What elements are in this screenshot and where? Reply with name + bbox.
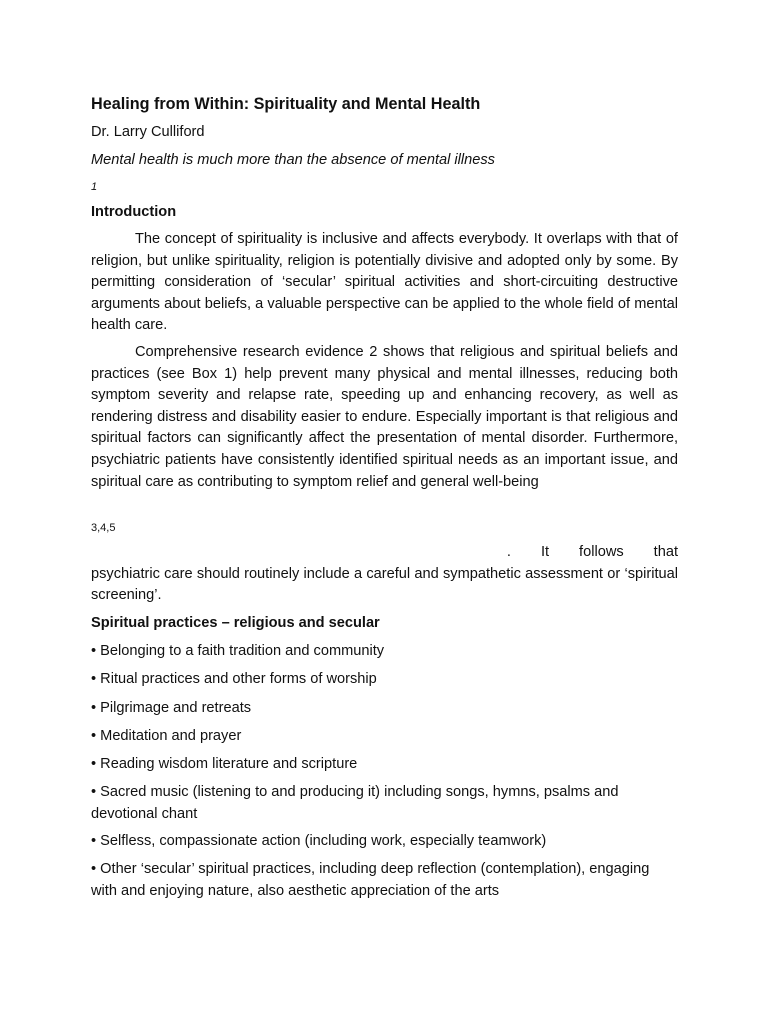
footnote-reference: 1 (91, 181, 98, 193)
paragraph-text: psychiatric care should routinely include a careful and sympathetic assessment or ‘spiritual screening’. (91, 565, 678, 604)
list-item: • Ritual practices and other forms of worship (91, 671, 377, 687)
text-fragment: . (506, 544, 511, 560)
list-item: • Meditation and prayer (91, 728, 242, 744)
footnote-reference: 3,4,5 (91, 522, 116, 534)
tagline: Mental health is much more than the absence of mental illness (91, 152, 495, 168)
list-item: • Reading wisdom literature and scripture (91, 756, 358, 772)
paragraph (91, 542, 678, 607)
list-item: • Selfless, compassionate action (including work, especially teamwork) (91, 833, 547, 849)
list-item: • Pilgrimage and retreats (91, 700, 252, 716)
text-fragment: It (540, 544, 550, 560)
section-heading-introduction: Introduction (91, 204, 177, 220)
text-fragment: follows (579, 544, 624, 560)
paragraph: Comprehensive research evidence 2 shows that religious and spiritual beliefs and practices (see Box 1) help prevent many physical and mental illnesses, reducing both symptom severity and relapse rate, speeding up and enhancing recovery, as well as rendering distress and disability easier to endure. Especially important is that religious and spiritual factors can significantly affect the presentation of mental disorder. Furthermore, psychiatric patients have consistently identified spiritual needs as an important issue, and spiritual care as contributing to symptom relief and general well-being (91, 344, 678, 490)
section-heading-practices: Spiritual practices – religious and secular (91, 615, 380, 631)
text-fragment: that (653, 544, 678, 560)
author-name: Dr. Larry Culliford (91, 124, 205, 140)
paragraph-line (91, 542, 678, 564)
paragraph: The concept of spirituality is inclusive and affects everybody. It overlaps with that of religion, but unlike spirituality, religion is potentially divisive and adopted only by some. By permitting consideration of ‘secular’ spiritual activities and short-circuiting destructive arguments about beliefs, a valuable perspective can be applied to the whole field of mental health care. (91, 231, 678, 334)
list-item: • Sacred music (listening to and producing it) including songs, hymns, psalms and devotional chant (91, 784, 619, 822)
list-item: • Belonging to a faith tradition and community (91, 643, 385, 659)
page-title: Healing from Within: Spirituality and Mental Health (91, 95, 481, 113)
list-item: • Other ‘secular’ spiritual practices, including deep reflection (contemplation), engaging with and enjoying nature, also aesthetic appreciation of the arts (91, 861, 650, 899)
